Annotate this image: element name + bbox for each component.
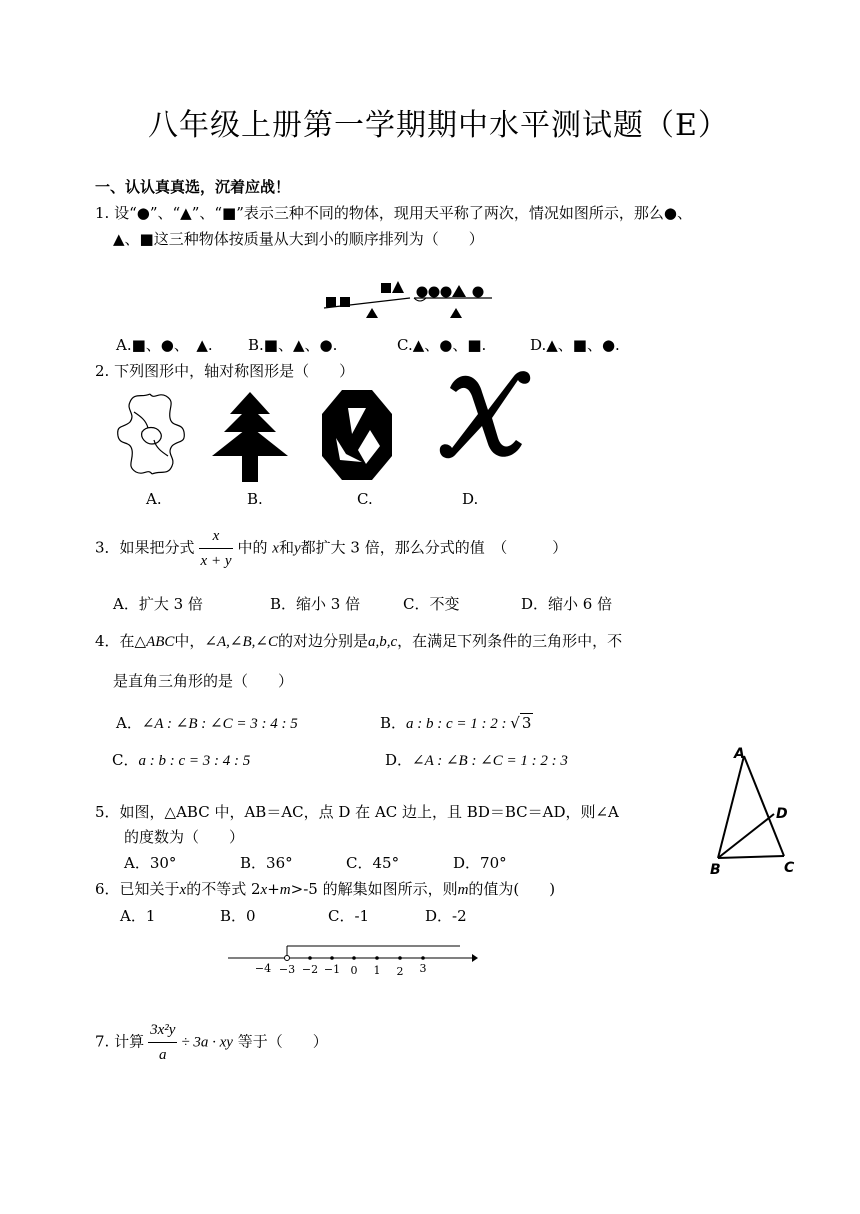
question-6-part-2: 的不等式 2 xyxy=(186,880,261,898)
question-2-text: 2. 下列图形中，轴对称图形是（ ） xyxy=(95,362,355,380)
question-6-part-5: 的值为( ) xyxy=(468,880,556,898)
question-5-line-2: 的度数为（ ） xyxy=(124,828,245,846)
tick-label-neg3: −3 xyxy=(278,963,296,976)
question-1-option-a: A.■、●、 ▲. xyxy=(116,336,213,354)
figure-d-letter-x xyxy=(436,366,536,462)
variable-m-2: m xyxy=(457,882,469,898)
question-7-prefix: 7. 计算 xyxy=(95,1032,145,1051)
label-d: D xyxy=(776,806,788,822)
question-6-option-a: A．1 xyxy=(120,907,156,925)
sqrt-symbol: √ xyxy=(510,714,520,732)
balance-scale-figure xyxy=(318,274,498,320)
question-3-option-b: B．缩小 3 倍 xyxy=(270,595,361,613)
question-7-expression: ÷ 3a · xy xyxy=(181,1034,233,1051)
option-b-expression: a : b : c = 1 : 2 : xyxy=(406,716,511,732)
fraction-x-over-x-plus-y xyxy=(199,526,234,571)
tick-label-0: 0 xyxy=(350,964,358,977)
figure-a-label: A. xyxy=(146,490,162,508)
variable-y: y xyxy=(293,540,301,557)
label-b: B xyxy=(710,862,721,878)
fraction-3x2y-over-a xyxy=(148,1020,177,1065)
question-4-line-1 xyxy=(95,630,622,651)
question-3-middle-1: 中的 xyxy=(237,538,268,557)
option-c-label: C． xyxy=(112,751,139,769)
tick-label-neg1: −1 xyxy=(323,963,341,976)
question-5-option-d: D．70° xyxy=(453,854,507,872)
question-4-part-3: 的对边分别是 xyxy=(277,632,368,650)
triangle-abc: △ABC xyxy=(134,634,175,650)
question-4-option-a xyxy=(116,712,298,733)
question-1-line-2: ▲、■这三种物体按质量从大到小的顺序排列为（ ） xyxy=(113,230,484,248)
question-5-option-a: A．30° xyxy=(124,854,177,872)
option-d-expression: ∠A : ∠B : ∠C = 1 : 2 : 3 xyxy=(412,753,568,769)
question-5-option-b: B．36° xyxy=(240,854,293,872)
fraction-numerator: x xyxy=(199,526,234,549)
tick-label-2: 2 xyxy=(396,965,404,978)
question-7-text xyxy=(95,1020,328,1065)
figure-c-label: C. xyxy=(357,490,373,508)
variable-x: x xyxy=(179,882,187,898)
question-4-line-2: 是直角三角形的是（ ） xyxy=(113,672,294,690)
question-4-part-4: ，在满足下列条件的三角形中，不 xyxy=(397,632,623,650)
question-4-option-c xyxy=(112,749,250,770)
question-6-option-c: C．-1 xyxy=(328,907,370,925)
figure-b-label: B. xyxy=(247,490,263,508)
question-1-line-1: 1. 设“●”、“▲”、“■”表示三种不同的物体，现用天平称了两次，情况如图所示，那么●、 xyxy=(95,204,692,222)
question-3-prefix: 3．如果把分式 xyxy=(95,538,195,557)
figure-b-tree xyxy=(212,392,288,484)
label-a: A xyxy=(734,746,745,762)
sides-abc: a,b,c xyxy=(368,634,398,650)
option-d-label: D． xyxy=(385,751,413,769)
question-4-option-b xyxy=(380,712,533,733)
plus-sign: + xyxy=(267,880,280,898)
option-a-expression: ∠A : ∠B : ∠C = 3 : 4 : 5 xyxy=(141,716,298,732)
variable-x-2: x xyxy=(260,882,268,898)
tick-label-neg4: −4 xyxy=(254,962,272,975)
fraction-denominator: a xyxy=(159,1047,167,1063)
question-3-middle-2: 和 xyxy=(278,538,294,557)
figure-c-hexagon xyxy=(322,390,392,480)
tick-label-3: 3 xyxy=(419,962,427,975)
label-c: C xyxy=(784,860,795,876)
option-a-label: A． xyxy=(116,714,142,732)
question-3-text xyxy=(95,526,567,571)
fraction-denominator: x + y xyxy=(200,553,232,569)
question-7-suffix: 等于（ ） xyxy=(237,1032,328,1051)
question-4-option-d xyxy=(385,749,568,770)
triangle-figure xyxy=(706,746,802,876)
question-6-option-b: B．0 xyxy=(220,907,256,925)
angles-abc: ∠A,∠B,∠C xyxy=(204,634,278,650)
question-6-text xyxy=(95,878,555,899)
question-5-option-c: C．45° xyxy=(346,854,400,872)
figure-d-label: D. xyxy=(462,490,479,508)
page-title: 八年级上册第一学期期中水平测试题（E） xyxy=(148,108,729,143)
tick-label-1: 1 xyxy=(373,964,381,977)
question-6-part-1: 6．已知关于 xyxy=(95,880,180,898)
question-1-option-b: B.■、▲、●. xyxy=(248,336,338,354)
question-4-part-1: 4．在 xyxy=(95,632,135,650)
question-4-part-2: 中， xyxy=(174,632,205,650)
variable-x: x xyxy=(272,540,279,557)
option-b-label: B． xyxy=(380,714,407,732)
question-6-part-4: >-5 的解集如图所示，则 xyxy=(290,880,458,898)
question-1-option-c: C.▲、●、■. xyxy=(397,336,487,354)
number-line xyxy=(228,940,478,980)
question-3-option-c: C．不变 xyxy=(403,595,460,613)
question-1-option-d: D.▲、■、●. xyxy=(530,336,620,354)
question-5-line-1: 5．如图，△ABC 中，AB＝AC，点 D 在 AC 边上，且 BD＝BC＝AD，则∠A xyxy=(95,803,619,821)
fraction-numerator: 3x²y xyxy=(148,1020,177,1043)
tick-label-neg2: −2 xyxy=(301,963,319,976)
section-heading: 一、认认真真选，沉着应战！ xyxy=(95,178,291,196)
question-6-option-d: D．-2 xyxy=(425,907,467,925)
sqrt-radicand: 3 xyxy=(521,714,532,732)
question-3-option-d: D．缩小 6 倍 xyxy=(521,595,613,613)
figure-a-pinwheel xyxy=(112,388,192,480)
question-3-suffix: 都扩大 3 倍，那么分式的值 （ ） xyxy=(300,538,568,557)
option-c-expression: a : b : c = 3 : 4 : 5 xyxy=(138,753,251,769)
question-3-option-a: A．扩大 3 倍 xyxy=(113,595,203,613)
variable-m: m xyxy=(279,882,291,898)
